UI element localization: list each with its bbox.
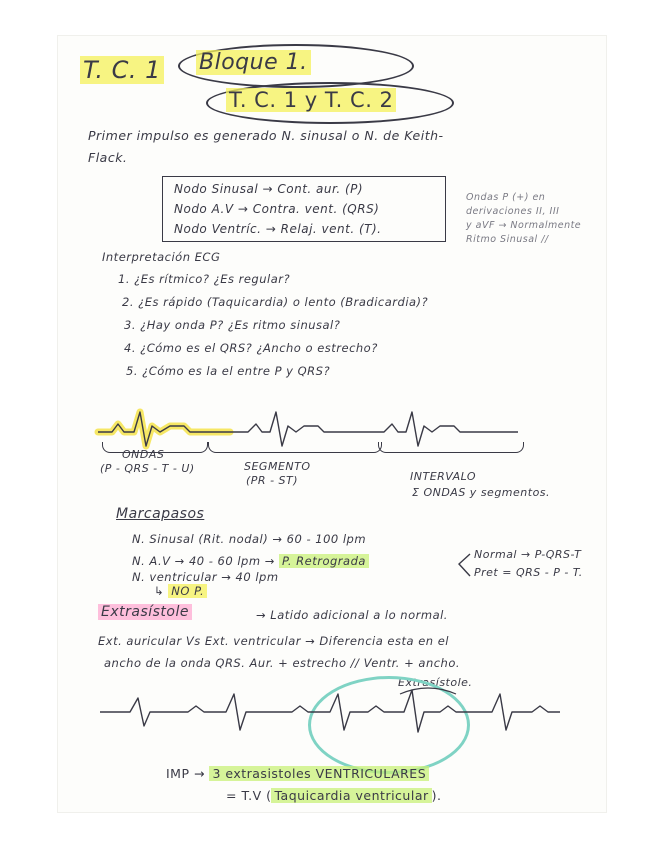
imp-line2-prefix: = T.V (: [226, 788, 272, 803]
ecg-question-4: 4. ¿Cómo es el QRS? ¿Ancho o estrecho?: [124, 341, 378, 355]
side-note-line2: derivaciones II, III: [466, 206, 560, 217]
imp-highlight1: 3 extrasistoles VENTRICULARES: [209, 766, 429, 781]
title-tc1-text: T. C. 1: [80, 56, 164, 84]
ecg-question-5: 5. ¿Cómo es la el entre P y QRS?: [126, 364, 331, 378]
marcapasos-heading: Marcapasos: [116, 506, 205, 522]
nodes-box-line3: Nodo Ventríc. → Relaj. vent. (T).: [174, 222, 382, 236]
side-note-line3: y aVF → Normalmente: [466, 220, 582, 231]
imp-line1: [166, 766, 429, 781]
ecg-heading: Interpretación ECG: [102, 250, 221, 264]
nodes-box-line2: Nodo A.V → Contra. vent. (QRS): [174, 202, 380, 216]
title-bloque-text: Bloque 1.: [196, 50, 311, 75]
marcapasos-arrow: ↳: [154, 584, 169, 598]
marcapasos-normal: Normal → P-QRS-T: [474, 548, 582, 561]
ecg-question-1: 1. ¿Es rítmico? ¿Es regular?: [118, 272, 291, 286]
extrasistole-line1: Ext. auricular Vs Ext. ventricular → Diferencia esta en el: [98, 634, 449, 648]
ecg-question-3: 3. ¿Hay onda P? ¿Es ritmo sinusal?: [124, 318, 341, 332]
nodes-box-line1: Nodo Sinusal → Cont. aur. (P): [174, 182, 364, 196]
imp-prefix: IMP →: [166, 766, 210, 781]
intro-line1: Primer impulso es generado N. sinusal o N. de Keith-: [88, 128, 444, 143]
imp-highlight2: Taquicardia ventricular: [271, 788, 431, 803]
intro-line2: Flack.: [88, 150, 128, 165]
marcapasos-retrograda: P. Retrograda: [279, 554, 369, 568]
imp-line2-suffix: ).: [431, 788, 442, 803]
label-intervalo-sub: Σ ONDAS y segmentos.: [412, 486, 551, 499]
marcapasos-pret: Pret = QRS - P - T.: [474, 566, 583, 579]
extrasistole-line2: ancho de la onda QRS. Aur. + estrecho // Ventr. + ancho.: [104, 656, 461, 670]
label-segmento-title: SEGMENTO: [244, 460, 311, 473]
ecg-question-2: 2. ¿Es rápido (Taquicardia) o lento (Bradicardia)?: [122, 295, 429, 309]
label-segmento-sub: (PR - ST): [246, 474, 299, 487]
marcapasos-line2-text: N. A.V → 40 - 60 lpm →: [132, 554, 279, 568]
extrasistole-label: Extrasístole.: [398, 676, 473, 689]
imp-line2: [226, 788, 441, 803]
marcapasos-line1: N. Sinusal (Rit. nodal) → 60 - 100 lpm: [132, 532, 367, 546]
side-note-line1: Ondas P (+) en: [466, 192, 546, 203]
side-note-line4: Ritmo Sinusal //: [466, 234, 549, 245]
extrasistole-heading-text: Extrasístole: [98, 604, 192, 620]
marcapasos-line3: N. ventricular → 40 lpm: [132, 570, 279, 584]
title-tc-text: T. C. 1 y T. C. 2: [226, 88, 396, 112]
extrasistole-definition: → Latido adicional a lo normal.: [256, 608, 448, 622]
marcapasos-no-p: NO P.: [168, 584, 207, 598]
label-ondas-sub: (P - QRS - T - U): [100, 462, 195, 475]
label-intervalo-title: INTERVALO: [410, 470, 477, 483]
label-ondas-title: ONDAS: [122, 448, 165, 461]
